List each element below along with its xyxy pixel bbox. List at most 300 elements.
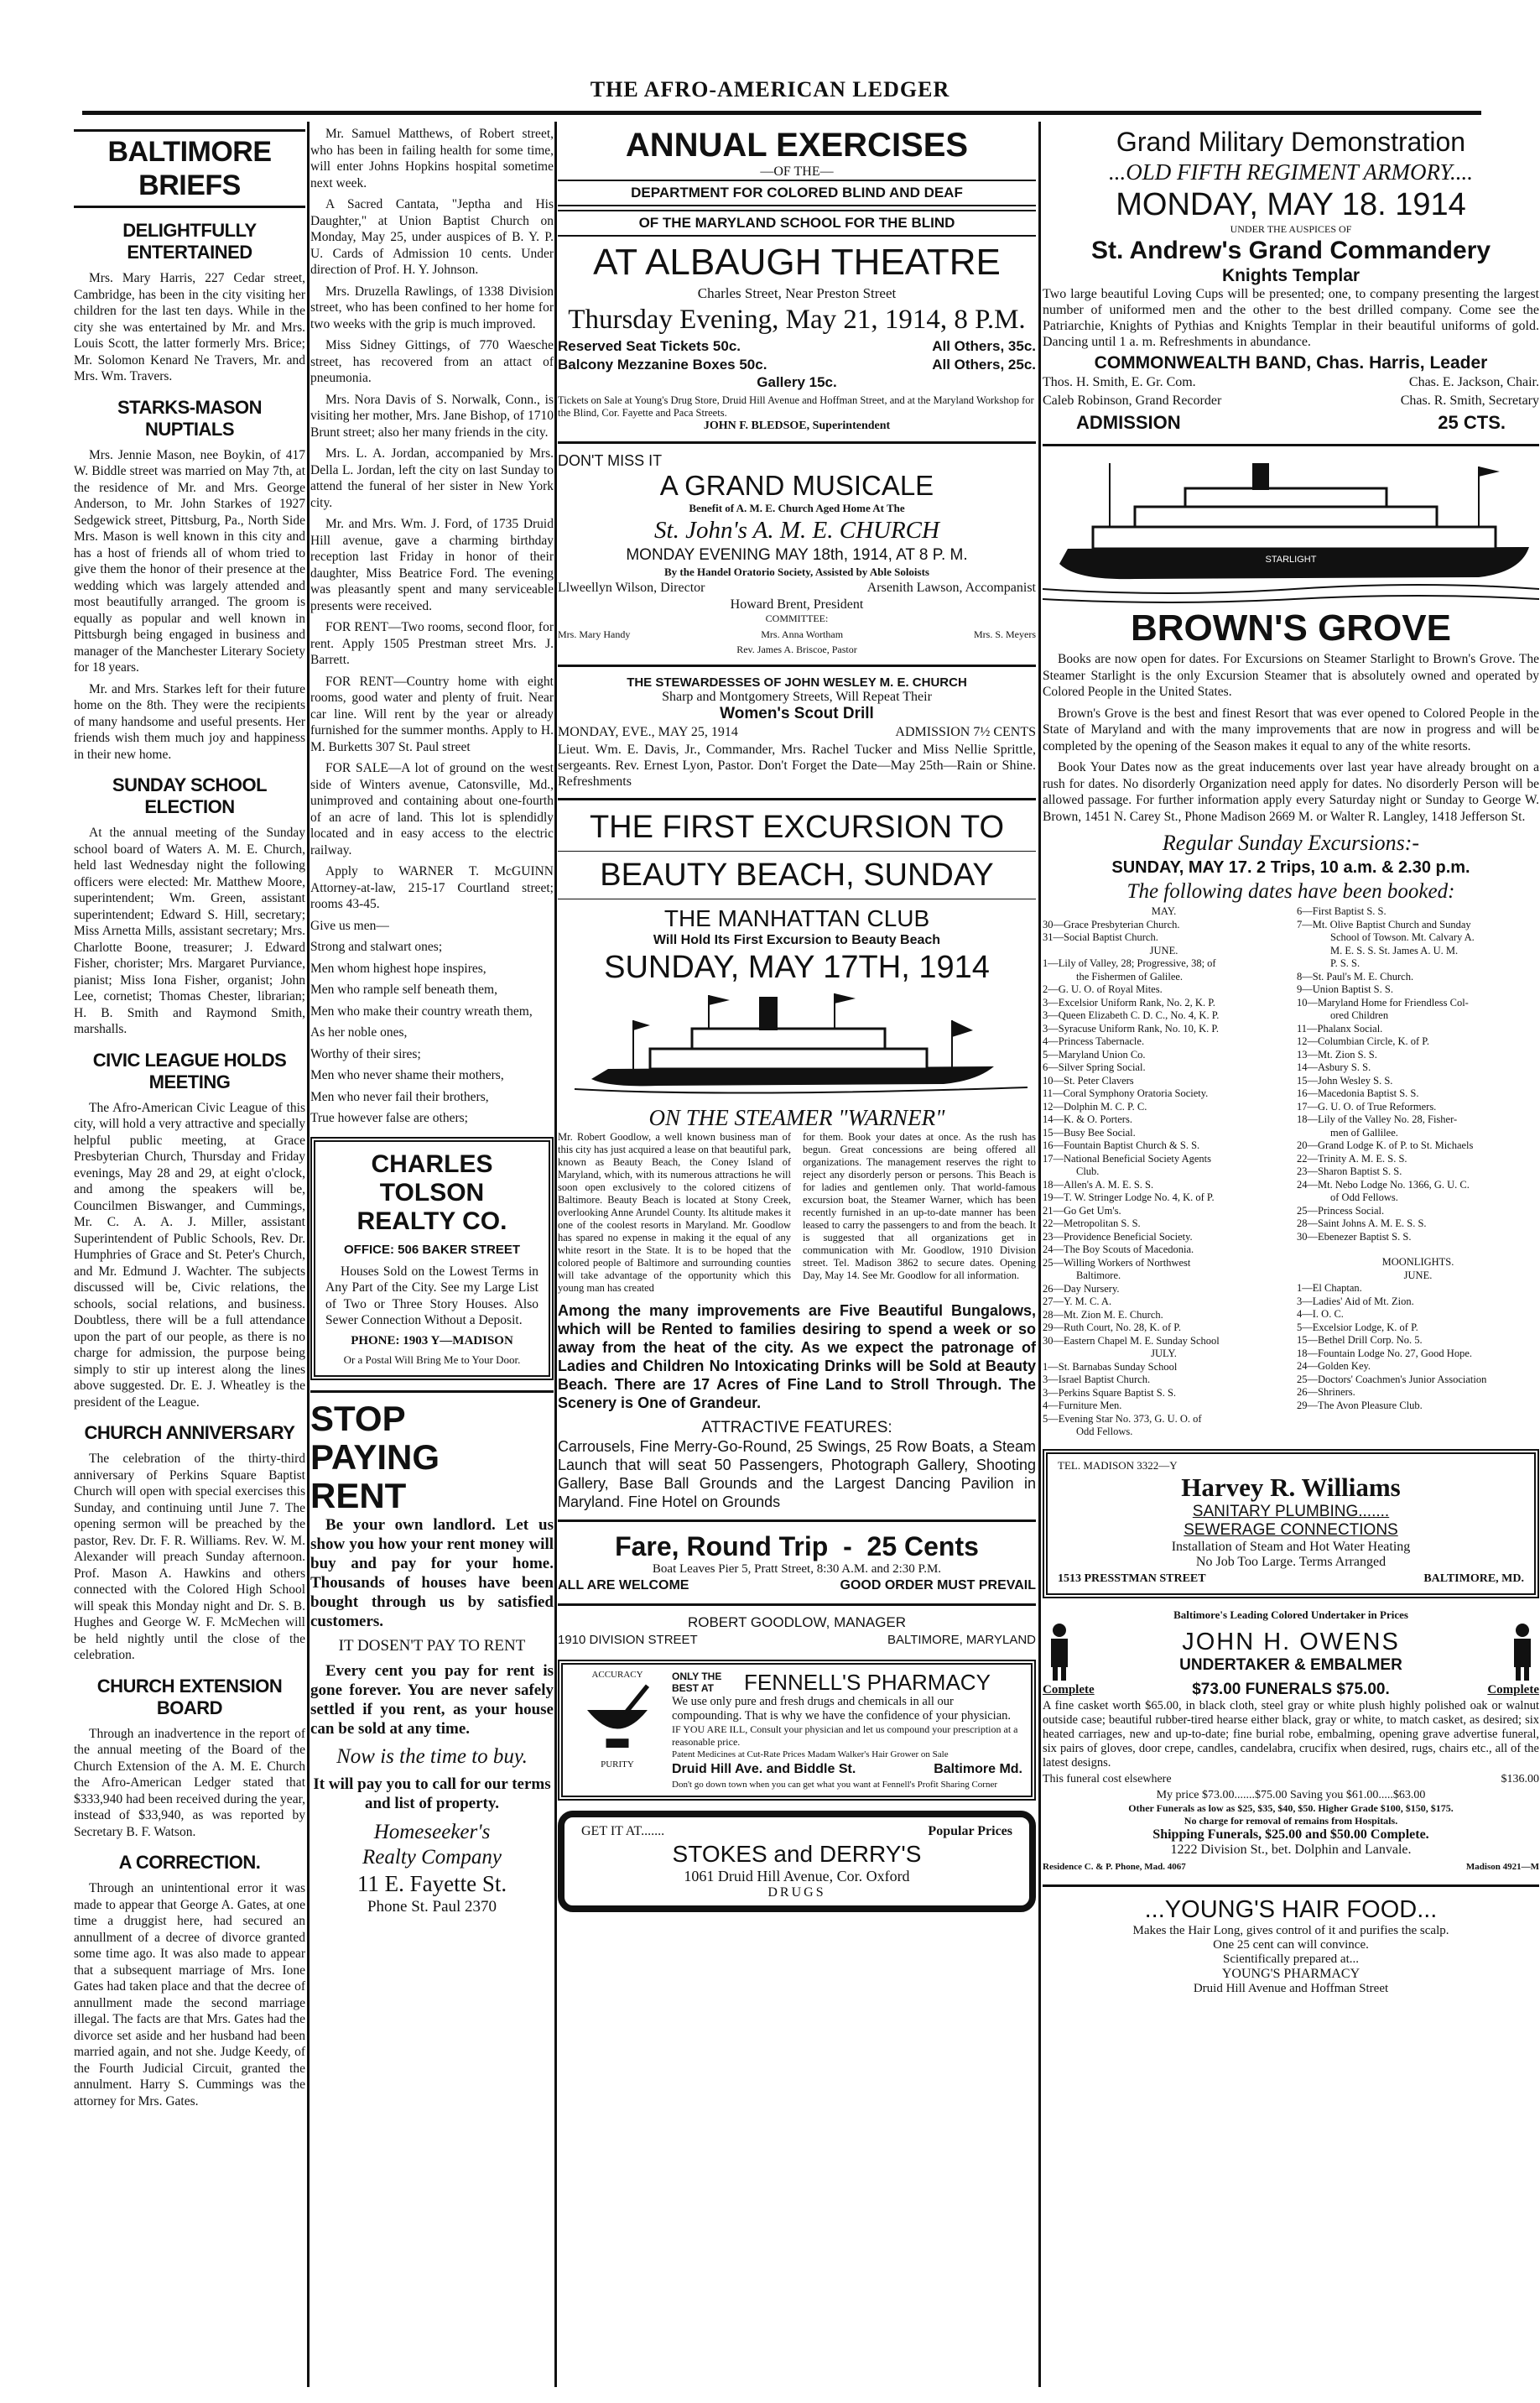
regular-excursions: Regular Sunday Excursions:- <box>1162 831 1420 855</box>
band: COMMONWEALTH BAND, Chas. Harris, Leader <box>1094 353 1488 373</box>
note: Miss Sidney Gittings, of 770 Waesche street, has recovered from an attact of pneumonia. <box>310 338 554 385</box>
youngs-pharmacy: YOUNG'S PHARMACY <box>1221 1966 1361 1981</box>
headline-correction: A CORRECTION. <box>118 1852 261 1873</box>
sewerage: SEWERAGE CONNECTIONS <box>1184 1520 1398 1539</box>
homeseeker-address: 11 E. Fayette St. <box>356 1870 507 1896</box>
list-item: JUNE. <box>1149 944 1178 957</box>
school-name: OF THE MARYLAND SCHOOL FOR THE BLIND <box>558 210 1036 237</box>
fennells-patent: Patent Medicines at Cut-Rate Prices Madam Walker's Hair Grower on Sale <box>672 1749 949 1759</box>
stokes-address: 1061 Druid Hill Avenue, Cor. Oxford <box>684 1868 910 1884</box>
column-rule-3 <box>1038 122 1041 2387</box>
drill-date-row <box>558 723 1036 742</box>
officer: Caleb Robinson, Grand Recorder <box>1043 394 1222 408</box>
hair-food-title: ...YOUNG'S HAIR FOOD... <box>1144 1895 1438 1923</box>
list-item: 22—Trinity A. M. E. S. S. <box>1297 1152 1407 1165</box>
list-item: 23—Sharon Baptist S. S. <box>1297 1165 1402 1177</box>
poem-line: Men who rample self beneath them, <box>310 983 497 997</box>
headline-civic-league: CIVIC LEAGUE HOLDS MEETING <box>92 1049 287 1092</box>
others-price: All Others, 35c. <box>932 338 1036 354</box>
stewardesses-ad <box>558 675 1036 790</box>
list-item: 10—Maryland Home for Friendless Col- <box>1297 996 1469 1009</box>
poem-line: Strong and stalwart ones; <box>310 940 443 954</box>
list-item: 7—Mt. Olive Baptist Church and Sunday <box>1297 918 1471 930</box>
list-item <box>1297 1243 1539 1256</box>
harvey-street: 1513 PRESSTMAN STREET <box>1058 1572 1206 1585</box>
beauty-beach-title: BEAUTY BEACH, SUNDAY <box>600 857 994 893</box>
no-removal-charge: No charge for removal of remains from Hospitals. <box>1184 1814 1398 1827</box>
casket-description: A fine casket worth $65.00, in black cloth, steel gray or white plush highly polished oak or walnut outside case; beautiful rubber-tired hearse either black, gray or white, to match casket, as desired; six heated carriages, new and up-to-date; fine burial robe, embalming, opening grave advertise funeral, six pairs of gloves, door crepe, candles, candelabra, crucifix when desired, rugs, chairs etc., all of the latest designs. <box>1043 1698 1539 1770</box>
stop-call: It will pay you to call for our terms and list of property. <box>313 1775 551 1812</box>
note: Mrs. Druzella Rawlings, of 1338 Division street, who has been confined to her home for two weeks with the grip is much improved. <box>310 284 554 331</box>
article-text: Through an unintentional error it was made to appear that George A. Gates, at one time a druggist here, had secured an annullment of a decree of divorce granted some time ago. It was also made to appear that a subsequent marriage of Mrs. Ione Gates had taken place and that the decree of annullment made the second marriage illegal. The facts are that Mrs. Gates had the divorce set aside and her husband had been married again, and not she. Judge Keedy, of the Fourth Judicial Circuit, granted the annulment. Harry S. Cummings was the attorney for Mrs. Gates. <box>74 1881 305 2108</box>
list-item: Club. <box>1076 1165 1100 1177</box>
note: A Sacred Cantata, "Jeptha and His Daughter," at Union Baptist Church on Monday, May 25, under auspices of B. Y. P. U. Cards of Admission 10 cents. Under direction of Prof. H. Y. Johnson. <box>310 197 554 277</box>
scout-drill: Women's Scout Drill <box>720 705 874 722</box>
list-item: 6—Silver Spring Social. <box>1043 1061 1146 1073</box>
paying-heading: PAYING <box>310 1436 440 1477</box>
stop-now: Now is the time to buy. <box>336 1744 528 1768</box>
list-item: 12—Dolphin M. C. P. C. <box>1043 1100 1147 1113</box>
fennells-address <box>672 1760 1022 1779</box>
owens-title: UNDERTAKER & EMBALMER <box>1179 1655 1402 1674</box>
note: Mrs. L. A. Jordan, accompanied by Mrs. Della L. Jordan, left the city on last Sunday to attend the funeral of her sister in New York city. <box>310 446 554 510</box>
browns-grove-title: BROWN'S GROVE <box>1130 607 1452 649</box>
article-text: Mrs. Mary Harris, 227 Cedar street, Cambridge, has been in the city visiting her children for the last ten days. While in the city she was entertained by Mr. and Mrs. Louis Scott, the latter formerly Mrs. Brice; Mr. Solomon Kenard Ne Travers, Mr. and Mrs. Wm. Travers. <box>74 271 305 383</box>
john-owens-ad <box>1043 1608 1539 1876</box>
browns-grove-text: Books are now open for dates. For Excursions on Steamer Starlight to Brown's Grove. The Steamer Starlight is the only Excursion Steamer that is absolutely owned and operated by Colored People in the United States. <box>1043 652 1539 699</box>
admission-label: ADMISSION <box>1076 412 1181 433</box>
ship-name: STARLIGHT <box>1265 555 1317 565</box>
fare-row: Fare, Round Trip - 25 Cents <box>615 1531 979 1561</box>
excursion-trips: SUNDAY, MAY 17. 2 Trips, 10 a.m. & 2.30 p.m. <box>1111 858 1470 877</box>
harvey-tel: TEL. MADISON 3322—Y <box>1058 1458 1178 1472</box>
tolson-phone: PHONE: 1903 Y—MADISON <box>351 1333 513 1347</box>
hair-food-prepared: Scientifically prepared at... <box>1222 1952 1359 1966</box>
fare-label: Fare, Round Trip <box>615 1531 829 1561</box>
stokes-derry-ad <box>558 1811 1036 1912</box>
list-item: 3—Perkins Square Baptist S. S. <box>1043 1386 1177 1399</box>
column-local-notes <box>310 126 554 2391</box>
list-item: Odd Fellows. <box>1076 1426 1133 1437</box>
list-item: 25—Doctors' Coachmen's Junior Association <box>1297 1373 1487 1385</box>
cost-elsewhere-value: $136.00 <box>1501 1772 1539 1785</box>
president: Howard Brent, President <box>730 597 864 612</box>
list-item: 5—Maryland Union Co. <box>1043 1048 1146 1061</box>
list-item: 28—Mt. Zion M. E. Church. <box>1043 1308 1163 1321</box>
committee-label: COMMITTEE: <box>765 612 829 624</box>
list-item: 5—Excelsior Lodge, K. of P. <box>1297 1321 1418 1333</box>
list-item: 4—I. O. C. <box>1297 1308 1344 1320</box>
manager: ROBERT GOODLOW, MANAGER <box>687 1614 907 1630</box>
stewardesses-title: THE STEWARDESSES OF JOHN WESLEY M. E. CHURCH <box>627 675 967 690</box>
fennells-tagline: Don't go down town when you can get what you want at Fennell's Profit Sharing Corner <box>672 1780 997 1790</box>
list-item: 15—Bethel Drill Corp. No. 5. <box>1297 1334 1423 1346</box>
list-item: 27—Y. M. C. A. <box>1043 1295 1112 1307</box>
fennells-ill: IF YOU ARE ILL, Consult your physician and let us compound your prescription at a reasonable price. <box>672 1723 1018 1748</box>
no-job-too-large: No Job Too Large. Terms Arranged <box>1195 1554 1387 1569</box>
list-item: 11—Coral Symphony Oratoria Society. <box>1043 1087 1209 1099</box>
officer: Chas. E. Jackson, Chair. <box>1408 375 1539 389</box>
harvey-address-row <box>1058 1570 1524 1588</box>
committee-member: Mrs. Anna Wortham <box>761 628 844 640</box>
list-item: 3—Queen Elizabeth C. D. C., No. 4, K. P. <box>1043 1009 1220 1021</box>
list-item: 26—Day Nursery. <box>1043 1282 1120 1295</box>
homeseeker-phone: Phone St. Paul 2370 <box>367 1897 497 1916</box>
good-order: GOOD ORDER MUST PREVAIL <box>840 1578 1036 1592</box>
owens-name: JOHN H. OWENS <box>1182 1628 1400 1655</box>
musicale-benefit: Benefit of A. M. E. Church Aged Home At The <box>689 502 905 514</box>
article-text: Mr. and Mrs. Starkes left for their future home on the 8th. They were the recipients of many handsome and useful presents. Her friends wish them much joy and happiness in their new home. <box>74 681 305 762</box>
church-name: St. John's A. M. E. CHURCH <box>654 517 939 544</box>
list-item: 28—Saint Johns A. M. E. S. S. <box>1297 1217 1427 1229</box>
masthead: THE AFRO-AMERICAN LEDGER <box>590 77 950 102</box>
headline-church-anniversary: CHURCH ANNIVERSARY <box>84 1422 295 1443</box>
list-item: M. E. S. S. St. James A. U. M. <box>1330 944 1459 957</box>
ticket-sale-info: Tickets on Sale at Young's Drug Store, Druid Hill Avenue and Hoffman Street, and at the Maryland Workshop for the Blind, Cor. Fayette and Paca Streets. <box>558 394 1034 419</box>
list-item: Baltimore. <box>1076 1269 1121 1281</box>
article-text: The Afro-American Civic League of this city, will hold a very attractive and specially helpful public meeting, at Grace Presbyterian Church, Thursday and Friday evenings, May 28 and 29, at eight o'clock, and among the speakers will be, Councilmen Biswanger, and Cummings, Mr. C. A. A. J. Miller, assistant Superintendent of Public Schools, Rev. Dr. Humphries of Grace and St. Peter's Church, and Mr. Edmund J. Wachter. The subjects discussed will be, Civic relations, the schools, social relations, and business. Doubtless, there will be a full attendance upon the part of our people, as there is no charge for admission, the purpose being simply to stir up interest along the lines above suggested. Dr. E. J. Wheatley is the president of the League. <box>74 1100 305 1410</box>
youngs-hair-food-ad <box>1043 1895 1539 1996</box>
excursion-date: SUNDAY, MAY 17TH, 1914 <box>604 950 990 985</box>
list-item: 1—St. Barnabas Sunday School <box>1043 1360 1178 1373</box>
list-item: 4—Furniture Men. <box>1043 1400 1122 1411</box>
musicale-title: A GRAND MUSICALE <box>659 470 934 501</box>
owens-address: 1222 Division St., bet. Dolphin and Lanvale. <box>1170 1842 1412 1857</box>
mortar-pestle-icon <box>580 1680 655 1755</box>
popular-prices: Popular Prices <box>928 1824 1012 1838</box>
list-item: 23—Providence Beneficial Society. <box>1043 1230 1193 1243</box>
article-text: At the annual meeting of the Sunday school board of Waters A. M. E. Church, held last Wednesday night the following officers were elected: Mr. Matthew Moore, superintendent; Wm. Green, assistant superintendent; Edward S. Hill, secretary; Miss Arnetta Mills, assistant secretary; Mrs. Charlotte Boone, treasurer; J. Edward Fisher, chorister; Mrs. Margaret Purviance, pianist; Miss Iona Fisher, organist; John Lee, cornetist; Thomas Chester, librarian; H. B. Smith and Raymond Smith, marshalls. <box>74 826 305 1036</box>
steamer-starlight-illustration <box>1043 455 1539 606</box>
of-the: —OF THE— <box>760 164 834 179</box>
list-item: 30—Ebenezer Baptist S. S. <box>1297 1230 1412 1243</box>
classified-ad: FOR RENT—Country home with eight rooms, good water and plenty of fruit. Near car line. Will rent by the year or already furnished for the summer months. Apply to H. M. Burketts 307 St. Paul street <box>310 674 554 754</box>
owens-residence: Residence C. & P. Phone, Mad. 4067 <box>1043 1861 1186 1872</box>
article-text: The celebration of the thirty-third anniversary of Perkins Square Baptist Church will open with special exercises this Sunday, and continuing until June 7. The opening sermon will be preached by the pastor, Rev. Dr. F. R. Williams. Rev. W. M. Alexander will preach Sunday afternoon. Prof. Mason A. Hawkins and others connected with the Colored High School will speak this Monday night and Dr. S. B. Hughes and George W. F. McMechen will be held nightly until the close of the celebration. <box>74 1452 305 1662</box>
mortar-block <box>571 1670 663 1770</box>
steamer-warner: ON THE STEAMER "WARNER" <box>648 1105 945 1130</box>
others-price-2: All Others, 25c. <box>932 357 1036 373</box>
excursion-subtitle: Will Hold Its First Excursion to Beauty Beach <box>653 933 941 947</box>
list-item: P. S. S. <box>1330 957 1361 969</box>
theatre-address: Charles Street, Near Preston Street <box>697 285 897 301</box>
list-item: 8—St. Paul's M. E. Church. <box>1297 970 1414 983</box>
excursion-title: THE FIRST EXCURSION TO <box>589 810 1005 845</box>
officer: Thos. H. Smith, E. Gr. Com. <box>1043 375 1196 389</box>
auspices: UNDER THE AUSPICES OF <box>1230 223 1352 235</box>
tolson-text: Houses Sold on the Lowest Terms in Any Part of the City. See my Large List of Two or Three Story Houses. Also Sewer Connection Without a Deposit. <box>325 1264 538 1327</box>
annual-exercises-ad <box>558 126 1036 433</box>
shipping-funerals: Shipping Funerals, $25.00 and $50.00 Complete. <box>1152 1827 1429 1842</box>
owens-phone-row <box>1043 1858 1539 1876</box>
owens-tagline: Baltimore's Leading Colored Undertaker in Prices <box>1173 1608 1408 1621</box>
manhattan-club: THE MANHATTAN CLUB <box>663 905 930 931</box>
list-item: 3—Excelsior Uniform Rank, No. 2, K. P. <box>1043 996 1215 1009</box>
list-item: 17—G. U. O. of True Reformers. <box>1297 1100 1437 1113</box>
reserved-price: Reserved Seat Tickets 50c. <box>558 338 741 354</box>
harvey-city: BALTIMORE, MD. <box>1423 1572 1524 1585</box>
annual-exercises-title: ANNUAL EXERCISES <box>625 127 969 164</box>
list-item: 13—Mt. Zion S. S. <box>1297 1048 1377 1061</box>
list-item: 29—Ruth Court, No. 28, K. of P. <box>1043 1321 1181 1333</box>
list-item: 1—Lily of Valley, 28; Progressive, 38; of <box>1043 957 1216 969</box>
committee-row <box>558 625 1036 644</box>
booked-dates-right <box>1297 905 1539 1439</box>
browns-grove-text: Brown's Grove is the best and finest Resort that was ever opened to Colored People in the State of Maryland and with the many improvements that are now in progress and will be completed by the opening of the Season makes it equal to any of the white resorts. <box>1043 706 1539 753</box>
list-item: 16—Fountain Baptist Church & S. S. <box>1043 1139 1200 1151</box>
stokes-top-row <box>581 1822 1012 1841</box>
all-welcome: ALL ARE WELCOME <box>558 1578 689 1592</box>
military-date: MONDAY, MAY 18. 1914 <box>1116 187 1466 222</box>
gallery-price: Gallery 15c. <box>757 374 837 390</box>
list-item: MAY. <box>1151 905 1177 917</box>
poem-line: True however false are others; <box>310 1111 468 1125</box>
committee-member: Mrs. S. Meyers <box>973 628 1036 640</box>
cost-row <box>1043 1770 1539 1789</box>
stop-heading: STOP <box>310 1398 406 1438</box>
fennells-street: Druid Hill Ave. and Biddle St. <box>672 1762 856 1776</box>
purity-label: PURITY <box>601 1759 634 1770</box>
undertaker-figure-icon <box>1043 1622 1076 1681</box>
steamer-warner-illustration <box>558 987 1036 1104</box>
list-item: 24—Golden Key. <box>1297 1360 1371 1372</box>
classified-ad: FOR SALE—A lot of ground on the west side of Winters avenue, Catonsville, Md., unimproved and containing about one-fourth of an acre of land. This lot is splendidly located and in easy access to the electric railway. <box>310 761 554 857</box>
admission-row <box>1043 410 1539 435</box>
features-list: Carrousels, Fine Merry-Go-Round, 25 Swings, 25 Row Boats, a Steam Launch that will seat 50 Passengers, Photograph Gallery, Shooting Gallery, Base Ball Grounds and the Largest Dancing Pavilion in Maryland. Fine Hotel on Grounds <box>558 1438 1036 1510</box>
article-text: Mr. Robert Goodlow, a well known business man of this city has just acquired a lease on that beautiful park, known as Beauty Beach, the Coney Island of Maryland, which, with its numerous attractions he will soon open exclusively to the colored citizens of Baltimore. Beauty Beach is located at Stony Creek, overlooking Anne Arundel County. Its altitude makes it one of the coolest resorts in Maryland. Mr. Goodlow has spared no expense in making it the equal of any white resort in the State. It is to be hoped that the colored people of Baltimore and surrounding counties will take advantage of the opportunity which this young man has created <box>558 1131 791 1294</box>
drill-admission: ADMISSION 7½ CENTS <box>895 725 1036 739</box>
list-item: 3—Israel Baptist Church. <box>1043 1374 1151 1385</box>
column-rule-2 <box>554 122 557 2387</box>
bungalows-text: Among the many improvements are Five Beautiful Bungalows, which will be Rented to families desiring to spend a week or so away from the heat of the city. As we expect the patronage of Ladies and Children No Intoxicating Drinks will be Sold at Beauty Beach. There are 17 Acres of Fine Land to Stroll Through. The Scenery is One of Grandeur. <box>558 1302 1036 1411</box>
headline-church-extension: CHURCH EXTENSION BOARD <box>96 1675 283 1718</box>
officers-row <box>1043 373 1539 392</box>
list-item: 9—Union Baptist S. S. <box>1297 983 1393 995</box>
list-item: 4—Princess Tabernacle. <box>1043 1035 1145 1047</box>
list-item: 3—Syracuse Uniform Rank, No. 10, K. P. <box>1043 1022 1220 1035</box>
manager-address <box>558 1631 1036 1650</box>
list-item: 12—Columbian Circle, K. of P. <box>1297 1035 1429 1047</box>
list-item: ored Children <box>1330 1009 1389 1021</box>
welcome-row <box>558 1577 1036 1595</box>
note: Mr. and Mrs. Wm. J. Ford, of 1735 Druid Hill avenue, gave a charming birthday reception last Friday in honor of their daughter, Miss Beatrice Ford. The evening was pleasantly spent and many serviceable presents were received. <box>310 517 554 613</box>
list-item: 30—Grace Presbyterian Church. <box>1043 918 1180 930</box>
article-text: Through an inadvertence in the report of the annual meeting of the Board of the Church Extension of the A. M. E. Church the Afro-American Ledger stated that $333,940 had been received during the year, instead of $33,940, as was reported by Secretary B. F. Watson. <box>74 1726 305 1839</box>
rent-heading: RENT <box>310 1475 407 1515</box>
director: Llweellyn Wilson, Director <box>558 581 705 595</box>
accompanist: Arsenith Lawson, Accompanist <box>866 581 1036 595</box>
list-item: 31—Social Baptist Church. <box>1043 931 1158 943</box>
article-text: for them. Book your dates at once. As the rush has begun. Great concessions are being offered all organizations. The management reserves the right to reject any disorderly person or persons. This Beach is for ladies and gentlemen only. That world-famous excursion boat, the Steamer Warner, which has been recently furnished in an up-to-date manner has been leased to carry the passengers to and from the beach. It is suggested that all organizations get in communication with Mr. Goodlow, 1910 Division street. Tel. Madison 3862 to secure dates. Opening Day, May 14. See Mr. Goodlow for all information. <box>803 1131 1036 1281</box>
list-item: of Odd Fellows. <box>1330 1191 1398 1203</box>
column-announcements <box>1043 126 1539 2391</box>
complete-label-2: Complete <box>1487 1682 1539 1697</box>
poem-line: Men who never shame their mothers, <box>310 1068 504 1082</box>
baltimore: BALTIMORE, MARYLAND <box>887 1633 1036 1647</box>
event-date: Thursday Evening, May 21, 1914, 8 P.M. <box>568 305 1026 335</box>
poem-line: Worthy of their sires; <box>310 1046 421 1061</box>
list-item: men of Gallilee. <box>1330 1126 1398 1139</box>
officer: Chas. R. Smith, Secretary <box>1400 394 1539 408</box>
fennells-text: We use only pure and fresh drugs and chemicals in all our compounding. That is why we have the confidence of your physician. <box>672 1695 1012 1723</box>
list-item: the Fishermen of Galilee. <box>1076 970 1184 983</box>
drill-date: MONDAY, EVE., MAY 25, 1914 <box>558 725 738 739</box>
tolson-office: OFFICE: 506 BAKER STREET <box>343 1242 521 1257</box>
browns-grove-text: Book Your Dates now as the great inducements over last year have already brought on a rush for dates. No disorderly Organization need apply for dates. No disorderly Person will be allowed passage. For further information apply every Saturday night or Sunday to George W. Brown, 1451 N. Carey St., Phone Madison 2669 M. or Walter R. Langley, 1418 Jefferson St. <box>1043 760 1539 824</box>
booked-dates-lists <box>1043 905 1539 1439</box>
column-baltimore-briefs <box>74 126 305 2391</box>
poem-line: Men whom highest hope inspires, <box>310 961 486 976</box>
committee-member: Mrs. Mary Handy <box>558 628 631 640</box>
stop-text: Be your own landlord. Let us show you how your rent money will buy and pay for your home. Thousands of houses have been bought through us by satisfied customers. <box>310 1515 554 1630</box>
military-title: Grand Military Demonstration <box>1116 127 1466 157</box>
list-item: 10—St. Peter Clavers <box>1043 1074 1134 1087</box>
musicale-date: MONDAY EVENING MAY 18th, 1914, AT 8 P. M. <box>626 546 968 564</box>
tolson-postal: Or a Postal Will Bring Me to Your Door. <box>343 1353 521 1366</box>
poem-line: Give us men— <box>310 918 389 933</box>
tolson-title: CHARLES TOLSON <box>371 1149 493 1207</box>
list-item: 2—G. U. O. of Royal Mites. <box>1043 983 1163 995</box>
column-events <box>558 126 1036 2391</box>
list-item: 15—John Wesley S. S. <box>1297 1074 1393 1087</box>
complete-label: Complete <box>1043 1682 1095 1697</box>
youngs-address: Druid Hill Avenue and Hoffman Street <box>1193 1981 1389 1995</box>
list-item: JULY. <box>1151 1347 1177 1359</box>
homeseekers-ad <box>310 1390 554 1917</box>
albaugh-theatre: AT ALBAUGH THEATRE <box>593 242 1001 283</box>
top-rule <box>82 111 1481 115</box>
attractive-features: ATTRACTIVE FEATURES: <box>701 1419 892 1436</box>
my-price: My price $73.00.......$75.00 Saving you $61.00.....$63.00 <box>1156 1788 1426 1801</box>
military-demonstration-ad <box>1043 126 1539 435</box>
fennells-pharmacy-ad <box>558 1660 1036 1801</box>
note: Mrs. Nora Davis of S. Norwalk, Conn., is visiting her mother, Mrs. Jane Bishop, of 1710 Brunt street; also her many friends in the city. <box>310 392 554 440</box>
cost-elsewhere: This funeral cost elsewhere <box>1043 1772 1172 1785</box>
sanitary-plumbing: SANITARY PLUMBING....... <box>1192 1502 1390 1520</box>
list-item: MOONLIGHTS. <box>1381 1256 1454 1268</box>
headline-sunday-school-election: SUNDAY SCHOOL ELECTION <box>112 774 268 817</box>
poem <box>310 918 554 1127</box>
list-item: School of Towson. Mt. Calvary A. <box>1330 931 1475 943</box>
stewardesses-address: Sharp and Montgomery Streets, Will Repeat Their <box>662 690 932 704</box>
admission-price: 25 CTS. <box>1438 412 1506 433</box>
tolson-title-2: REALTY CO. <box>356 1207 507 1235</box>
department-name: DEPARTMENT FOR COLORED BLIND AND DEAF <box>558 180 1036 206</box>
officers-row <box>1043 392 1539 410</box>
drill-details: Lieut. Wm. E. Davis, Jr., Commander, Mrs. Rachel Tucker and Miss Nellie Sprittle, sergeants. Rev. Ernest Lyon, Pastor. Don't Forget the Date—May 25th—Rain or Shine. Refreshments <box>558 743 1036 789</box>
list-item: JUNE. <box>1403 1269 1433 1281</box>
headline-delightfully-entertained: DELIGHTFULLY ENTERTAINED <box>122 220 257 263</box>
excursion-article <box>558 1131 1036 1295</box>
list-item: 5—Evening Star No. 373, G. U. O. of <box>1043 1412 1202 1425</box>
list-item: 18—Allen's A. M. E. S. S. <box>1043 1178 1154 1191</box>
undertaker-figure-icon <box>1506 1622 1539 1681</box>
accuracy-label: ACCURACY <box>591 1670 643 1680</box>
list-item: 1—El Chaptan. <box>1297 1282 1362 1294</box>
list-item: 19—T. W. Stringer Lodge No. 4, K. of P. <box>1043 1191 1215 1203</box>
booked-dates-title: The following dates have been booked: <box>1126 880 1455 903</box>
hair-food-text: Makes the Hair Long, gives control of it and purifies the scalp. <box>1132 1923 1449 1937</box>
military-text: Two large beautiful Loving Cups will be presented; one, to company presenting the largest number of uniformed men and the other to the best drilled company. Come see the Patriarchie, Knights of Pythias and Knights Templar in their beautiful uniforms of gold. Dancing until 1 a. m. Refreshments in abundance. <box>1043 287 1539 349</box>
beauty-beach-ad <box>558 809 1036 1650</box>
poem-line: Men who never fail their brothers, <box>310 1089 489 1104</box>
poem-line: As her noble ones, <box>310 1025 408 1040</box>
briefs-title: BALTIMORE BRIEFS <box>74 129 305 208</box>
poem-line: Men who make their country wreath them, <box>310 1003 533 1019</box>
fare-price: 25 Cents <box>866 1531 979 1561</box>
list-item: 22—Metropolitan S. S. <box>1043 1217 1141 1229</box>
superintendent: JOHN F. BLEDSOE, Superintendent <box>703 420 891 432</box>
pastor: Rev. James A. Briscoe, Pastor <box>736 644 857 655</box>
other-funerals: Other Funerals as low as $25, $35, $40, $50. Higher Grade $100, $150, $175. <box>1128 1801 1454 1814</box>
note: Mr. Samuel Matthews, of Robert street, who has been in failing health for some time, will enter Johns Hopkins hospital sometime next week. <box>310 127 554 190</box>
list-item: 16—Macedonia Baptist S. S. <box>1297 1087 1419 1099</box>
list-item: 14—Asbury S. S. <box>1297 1061 1371 1073</box>
homeseeker-name: Homeseeker's <box>373 1820 491 1843</box>
funeral-price: $73.00 FUNERALS $75.00. <box>1192 1680 1390 1698</box>
classified-ad: Apply to WARNER T. McGUINN Attorney-at-law, 215-17 Courtland street; rooms 43-45. <box>310 864 554 911</box>
fennells-city: Baltimore Md. <box>934 1762 1022 1776</box>
list-item: 14—K. & O. Porters. <box>1043 1113 1132 1125</box>
list-item: 11—Phalanx Social. <box>1297 1022 1383 1035</box>
knights-templar: Knights Templar <box>1221 266 1361 285</box>
tolson-realty-ad <box>310 1137 554 1380</box>
division-street: 1910 DIVISION STREET <box>558 1633 698 1647</box>
list-item: 26—Shriners. <box>1297 1386 1355 1398</box>
musicale-staff <box>558 579 1036 597</box>
stop-text-2: Every cent you pay for rent is gone forever. You are never safely settled if you rent, as your house can be sold at any time. <box>310 1661 554 1738</box>
ticket-row <box>558 337 1036 356</box>
harvey-name: Harvey R. Williams <box>1181 1472 1401 1502</box>
list-item: 25—Willing Workers of Northwest <box>1043 1256 1191 1269</box>
booked-dates-left <box>1043 905 1285 1439</box>
grand-musicale-ad <box>558 452 1036 656</box>
list-item: 18—Fountain Lodge No. 27, Good Hope. <box>1297 1347 1473 1359</box>
classified-ad: FOR RENT—Two rooms, second floor, for rent. Apply 1505 Prestman street Mrs. J. Barrett. <box>310 620 554 667</box>
stokes-derry-name: STOKES and DERRY'S <box>672 1841 922 1867</box>
balcony-price: Balcony Mezzanine Boxes 50c. <box>558 357 767 373</box>
armory: ...OLD FIFTH REGIMENT ARMORY.... <box>1108 159 1474 185</box>
funeral-price-row <box>1043 1681 1539 1699</box>
steam-heating: Installation of Steam and Hot Water Heating <box>1171 1539 1411 1554</box>
commandery: St. Andrew's Grand Commandery <box>1090 237 1491 264</box>
list-item: 15—Busy Bee Social. <box>1043 1126 1136 1139</box>
list-item: 24—Mt. Nebo Lodge No. 1366, G. U. C. <box>1297 1178 1470 1191</box>
only-the-best: ONLY THE BEST AT <box>672 1671 722 1694</box>
hair-food-text-2: One 25 cent can will convince. <box>1213 1937 1369 1952</box>
list-item: 29—The Avon Pleasure Club. <box>1297 1399 1423 1411</box>
list-item: 17—National Beneficial Society Agents <box>1043 1152 1211 1165</box>
list-item: 25—Princess Social. <box>1297 1204 1385 1217</box>
drugs-label: DRUGS <box>767 1885 826 1900</box>
list-item: 24—The Boy Scouts of Macedonia. <box>1043 1243 1194 1255</box>
boat-schedule: Boat Leaves Pier 5, Pratt Street, 8:30 A.M. and 2:30 P.M. <box>652 1562 942 1576</box>
owens-madison: Madison 4921—M <box>1465 1861 1539 1872</box>
list-item: 3—Ladies' Aid of Mt. Zion. <box>1297 1295 1414 1307</box>
headline-starks-mason: STARKS-MASON NUPTIALS <box>117 396 263 440</box>
fennells-name: FENNELL'S PHARMACY <box>744 1670 991 1695</box>
column-rule-1 <box>307 122 310 2387</box>
list-item: 18—Lily of the Valley No. 28, Fisher- <box>1297 1113 1458 1125</box>
homeseeker-company: Realty Company <box>362 1845 502 1869</box>
list-item: 30—Eastern Chapel M. E. Sunday School <box>1043 1334 1220 1347</box>
dont-miss-it: DON'T MISS IT <box>558 452 663 469</box>
article-text: Mrs. Jennie Mason, nee Boykin, of 417 W. Biddle street was married on May 7th, at the residence of Mr. and Mrs. George Anderson, to Mr. John Starkes of 1927 Sedgewick street, Pittsburg, Pa., North Side Mrs. Mason is well known in this city and has a host of friends all of whom tried to give them the honor of their presence at the wedding which was largely attended and most beautifully arranged. The groom is equally as popular and well known in Pittsburgh being engaged in business and manager of the Manchester Literary Society for 18 years. <box>74 447 305 675</box>
harvey-williams-ad <box>1043 1449 1539 1598</box>
list-item: 6—First Baptist S. S. <box>1297 905 1387 917</box>
stop-pay: IT DOSEN'T PAY TO RENT <box>338 1636 526 1655</box>
list-item: 21—Go Get Um's. <box>1043 1204 1121 1217</box>
